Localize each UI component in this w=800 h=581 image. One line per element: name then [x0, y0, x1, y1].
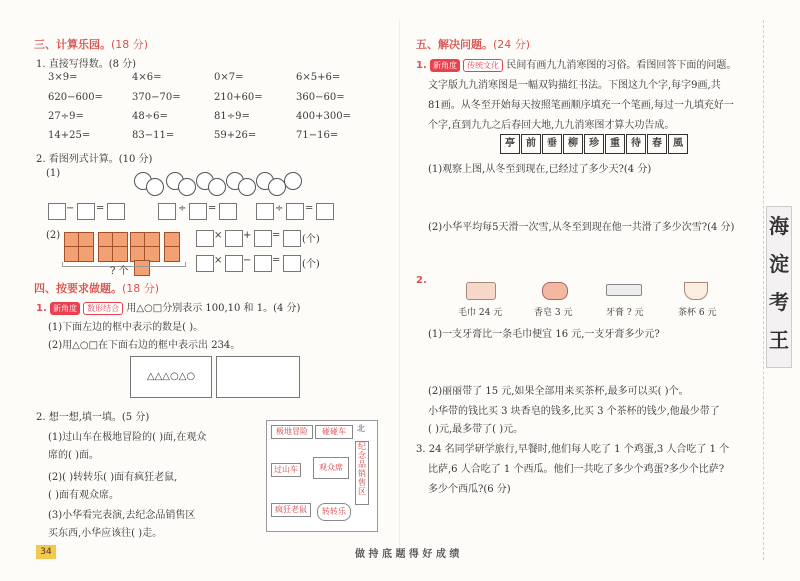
- answer-box[interactable]: [316, 203, 334, 220]
- section-3-title: [34, 36, 148, 52]
- question-4-1-b: (2)用△○□在下面右边的框中表示出 234。: [48, 340, 241, 351]
- calc-12: 400+300=: [296, 111, 351, 122]
- section-4-title-text: 四、按要求做题。: [34, 282, 122, 295]
- answer-box[interactable]: [254, 230, 272, 247]
- apple-icon: [208, 178, 226, 196]
- cup-icon: [684, 282, 708, 300]
- char-box: 垂: [542, 134, 562, 154]
- answer-box[interactable]: [48, 203, 66, 220]
- cube-icon: [164, 246, 180, 262]
- shapes-left-text: △△△○△○: [146, 371, 196, 382]
- new-angle-tag: 新角度: [430, 59, 460, 72]
- item-towel-label: 毛巾 24 元: [458, 308, 503, 318]
- answer-box[interactable]: [196, 255, 214, 272]
- item-soap-label: 香皂 3 元: [534, 308, 573, 318]
- question-4-2-a2: 席的( )面。: [48, 450, 99, 461]
- char-box: 待: [626, 134, 646, 154]
- operator-plus: +: [243, 230, 252, 241]
- calc-9: 27÷9=: [48, 111, 84, 122]
- map-label-audience: 观众席: [313, 457, 349, 479]
- operator-equals: =: [96, 203, 105, 214]
- calc-1: 3×9=: [48, 72, 78, 83]
- calc-7: 210+60=: [214, 92, 263, 103]
- apple-icon: [284, 172, 302, 190]
- column-divider: [399, 20, 400, 560]
- seal-char: 海: [769, 214, 789, 238]
- question-4-1-a: (1)下面左边的框中表示的数是( )。: [48, 322, 204, 333]
- question-5-1-line1: [416, 56, 736, 72]
- question-4-1: [36, 299, 300, 315]
- seal-char: 王: [769, 328, 789, 352]
- answer-box[interactable]: [225, 255, 243, 272]
- answer-box[interactable]: [283, 255, 301, 272]
- shapes-box-right[interactable]: [216, 356, 300, 398]
- char-box: 珍: [584, 134, 604, 154]
- calc-11: 81÷9=: [214, 111, 250, 122]
- answer-box[interactable]: [286, 203, 304, 220]
- shapes-box-left: [130, 356, 212, 398]
- section-5-points: (24 分): [493, 38, 531, 51]
- answer-box[interactable]: [225, 230, 243, 247]
- cube-icon: [78, 246, 94, 262]
- char-box: 亭: [500, 134, 520, 154]
- unknown-count-label: ? 个: [110, 266, 129, 277]
- operator-divide: ÷: [178, 203, 187, 214]
- answer-box[interactable]: [77, 203, 95, 220]
- calc-15: 59+26=: [214, 130, 257, 141]
- calc-6: 370−70=: [132, 92, 181, 103]
- answer-box[interactable]: [256, 203, 274, 220]
- shape-number-tag: 数形结合: [83, 302, 123, 315]
- apple-icon: [146, 178, 164, 196]
- map-label-bumper-cars: 碰碰车: [315, 425, 353, 439]
- item-toothpaste-label: 牙膏 ? 元: [606, 308, 644, 318]
- question-5-3-line1: 3. 24 名同学研学旅行,早餐时,他们每人吃了 1 个鸡蛋,3 人合吃了 1 个: [416, 444, 730, 455]
- question-4-1-text: 用△○□分别表示 100,10 和 1。(4 分): [126, 303, 301, 314]
- question-5-2-b1: (2)丽丽带了 15 元,如果全部用来买茶杯,最多可以买( )个。: [428, 386, 689, 397]
- operator-equals: =: [272, 230, 281, 241]
- question-5-1-b: (2)小华平均每5天滑一次雪,从冬至到现在他一共滑了多少次雪?(4 分): [428, 222, 735, 233]
- question-3-2-part1: (1): [46, 168, 61, 179]
- question-5-3-line2: 比萨,6 人合吃了 1 个西瓜。他们一共吃了多少个鸡蛋?多少个比萨?: [428, 464, 725, 475]
- answer-box[interactable]: [189, 203, 207, 220]
- toothpaste-icon: [606, 284, 642, 296]
- answer-box[interactable]: [219, 203, 237, 220]
- operator-times: ×: [214, 255, 223, 266]
- char-box: 風: [668, 134, 688, 154]
- section-3-points: (18 分): [111, 38, 149, 51]
- seal-char: 淀: [769, 252, 789, 276]
- unit-label: (个): [302, 234, 320, 245]
- map-label-roller-coaster: 过山车: [271, 463, 301, 477]
- question-5-1-text: 民间有画九九消寒图的习俗。看图回答下面的问题。: [506, 60, 737, 71]
- map-label-souvenir: 纪念品销售区: [355, 441, 369, 505]
- question-4-2-b1: (2)( )转转乐( )面有疯狂老鼠,: [48, 472, 178, 483]
- map-label-crazy-mouse: 疯狂老鼠: [271, 503, 311, 517]
- operator-equals: =: [208, 203, 217, 214]
- question-5-2-b3: ( )元,最多带了( )元。: [428, 424, 524, 435]
- calc-4: 6×5+6=: [296, 72, 341, 83]
- calc-16: 71−16=: [296, 130, 339, 141]
- question-5-2-a: (1)一支牙膏比一条毛巾便宜 16 元,一支牙膏多少元?: [428, 329, 660, 340]
- question-5-3-line3: 多少个西瓜?(6 分): [428, 484, 511, 495]
- item-cup-label: 茶杯 6 元: [678, 308, 717, 318]
- question-4-2: 2. 想一想,填一填。(5 分): [36, 412, 150, 423]
- answer-box[interactable]: [283, 230, 301, 247]
- apple-icon: [178, 178, 196, 196]
- unit-label: (个): [302, 259, 320, 270]
- operator-minus: −: [243, 255, 252, 266]
- apple-icon: [238, 178, 256, 196]
- calc-10: 48÷6=: [132, 111, 168, 122]
- calc-13: 14+25=: [48, 130, 91, 141]
- operator-times: ×: [214, 230, 223, 241]
- section-5-title-text: 五、解决问题。: [416, 38, 493, 51]
- question-5-2-number: 2.: [416, 275, 427, 286]
- operator-divide: ÷: [275, 203, 284, 214]
- calc-2: 4×6=: [132, 72, 162, 83]
- question-4-2-b2: ( )面有观众席。: [48, 490, 119, 501]
- map-label-polar-adventure: 极地冒险: [271, 425, 313, 439]
- calc-5: 620−600=: [48, 92, 103, 103]
- answer-box[interactable]: [158, 203, 176, 220]
- answer-box[interactable]: [196, 230, 214, 247]
- footer-slogan: 做 持 底 题 得 好 成 绩: [355, 549, 460, 560]
- char-box: 柳: [563, 134, 583, 154]
- map-label-carousel: 转转乐: [317, 503, 351, 521]
- new-angle-tag: 新角度: [50, 302, 80, 315]
- question-number: 1.: [36, 303, 47, 314]
- question-4-2-c1: (3)小华看完表演,去纪念品销售区: [48, 510, 196, 521]
- operator-equals: =: [305, 203, 314, 214]
- section-3-title-text: 三、计算乐园。: [34, 38, 111, 51]
- question-3-2-part2: (2): [46, 230, 61, 241]
- answer-box[interactable]: [254, 255, 272, 272]
- question-5-1-line3: 81画。从冬至开始每天按照笔画顺序填充一个笔画,每过一九填充好一: [428, 100, 734, 111]
- char-box: 重: [605, 134, 625, 154]
- section-5-title: [416, 36, 530, 52]
- page-number: 34: [36, 545, 56, 559]
- seal-char: 考: [769, 290, 789, 314]
- char-box: 春: [647, 134, 667, 154]
- section-4-title: [34, 280, 159, 296]
- calc-14: 83−11=: [132, 130, 175, 141]
- cube-icon: [112, 246, 128, 262]
- question-number: 1.: [416, 60, 427, 71]
- traditional-culture-tag: 传统文化: [463, 59, 503, 72]
- soap-icon: [542, 282, 568, 300]
- question-5-1-line4: 个字,直到九九之后春回大地,九九消寒图才算大功告成。: [428, 120, 675, 131]
- park-map: [266, 420, 378, 532]
- towel-icon: [466, 282, 496, 300]
- calc-3: 0×7=: [214, 72, 244, 83]
- question-4-2-a1: (1)过山车在极地冒险的( )面,在观众: [48, 432, 207, 443]
- question-3-1: 1. 直接写得数。(8 分): [36, 59, 137, 70]
- north-arrow: 北: [357, 424, 365, 433]
- question-4-2-c2: 买东西,小华应该往( )走。: [48, 528, 163, 539]
- calc-8: 360−60=: [296, 92, 345, 103]
- section-4-points: (18 分): [122, 282, 160, 295]
- operator-equals: =: [272, 255, 281, 266]
- question-3-2: 2. 看图列式计算。(10 分): [36, 154, 153, 165]
- char-box: 前: [521, 134, 541, 154]
- answer-box[interactable]: [107, 203, 125, 220]
- brand-seal: [766, 206, 792, 368]
- question-5-2-b2: 小华带的钱比买 3 块香皂的钱多,比买 3 个茶杯的钱少,他最少带了: [428, 406, 720, 417]
- operator-minus: −: [66, 203, 75, 214]
- question-5-1-line2: 文字版九九消寒图是一幅双钩描红书法。下图这九个字,每字9画,共: [428, 80, 721, 91]
- question-5-1-a: (1)观察上图,从冬至到现在,已经过了多少天?(4 分): [428, 164, 652, 175]
